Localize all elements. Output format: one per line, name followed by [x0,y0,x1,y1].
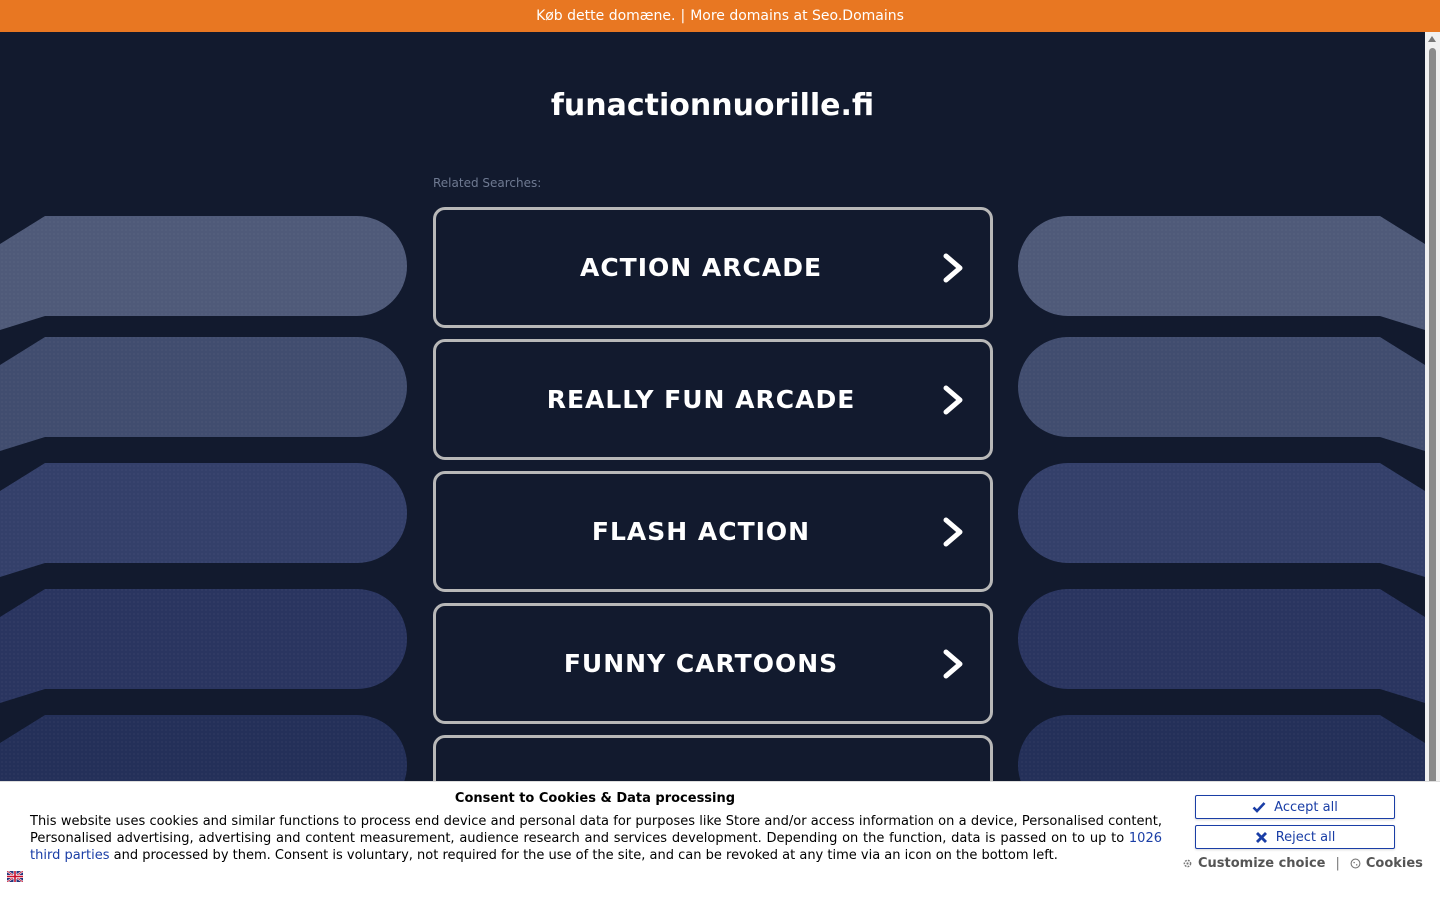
consent-text-part: This website uses cookies and similar functions to process end device and personal data for purposes like Store and/or access information on a device, Personalised content, Personalised advertising, advertising and content measurement, audience research and services development. Depending on the function, data is passed on to up to [30,814,1162,846]
search-link-label: FUNNY CARTOONS [563,649,839,678]
top-banner [0,0,1440,32]
domain-title: funactionnuorille.fi [550,88,875,123]
reject-all-label: Reject all [1275,829,1336,845]
links-divider: | [1335,856,1340,871]
search-link-label: FLASH ACTION [591,517,811,546]
customize-choice-label: Customize choice [1198,856,1326,871]
background-shape [0,463,407,577]
gear-icon [1182,858,1193,869]
customize-choice-link[interactable] [1182,856,1325,871]
cookies-link[interactable] [1350,856,1423,871]
consent-links [1182,856,1423,871]
scrollbar[interactable] [1425,32,1440,900]
check-icon [1252,801,1266,813]
chevron-right-icon [940,252,966,284]
background-shape [0,589,407,703]
search-link-really-fun-arcade[interactable] [433,339,993,460]
search-link-label: REALLY FUN ARCADE [546,385,856,414]
chevron-right-icon [940,648,966,680]
background-shape [1018,463,1425,577]
search-link-label: ACTION ARCADE [579,253,823,282]
consent-text-part: and processed by them. Consent is voluntary, not required for the use of the site, and can be revoked at any time via an icon on the bottom left. [109,848,1058,863]
uk-flag-icon[interactable] [7,871,23,882]
related-searches-label: Related Searches: [433,176,542,190]
scrollbar-thumb[interactable] [1429,48,1436,798]
scroll-up-arrow-icon[interactable] [1428,36,1436,42]
accept-all-button[interactable] [1195,795,1395,819]
cookie-icon [1350,858,1361,869]
x-icon [1255,831,1268,844]
consent-title: Consent to Cookies & Data processing [454,791,736,806]
background-shape [1018,589,1425,703]
more-domains-link[interactable]: More domains at Seo.Domains [690,8,904,24]
search-link-flash-action[interactable] [433,471,993,592]
consent-text [30,813,1162,864]
accept-all-label: Accept all [1274,799,1338,815]
background-shape [1018,337,1425,451]
chevron-right-icon [940,516,966,548]
background-shape [1018,216,1425,330]
search-link-funny-cartoons[interactable] [433,603,993,724]
cookie-consent-banner [0,781,1440,901]
third-parties-link[interactable]: 1026 third parties [30,831,1162,863]
background-shape [0,216,407,330]
search-link-action-arcade[interactable] [433,207,993,328]
buy-domain-link[interactable]: Køb dette domæne. [536,8,676,24]
topbar-separator: | [680,8,686,24]
background-shape [0,337,407,451]
chevron-right-icon [940,384,966,416]
reject-all-button[interactable] [1195,825,1395,849]
cookies-label: Cookies [1365,856,1423,871]
